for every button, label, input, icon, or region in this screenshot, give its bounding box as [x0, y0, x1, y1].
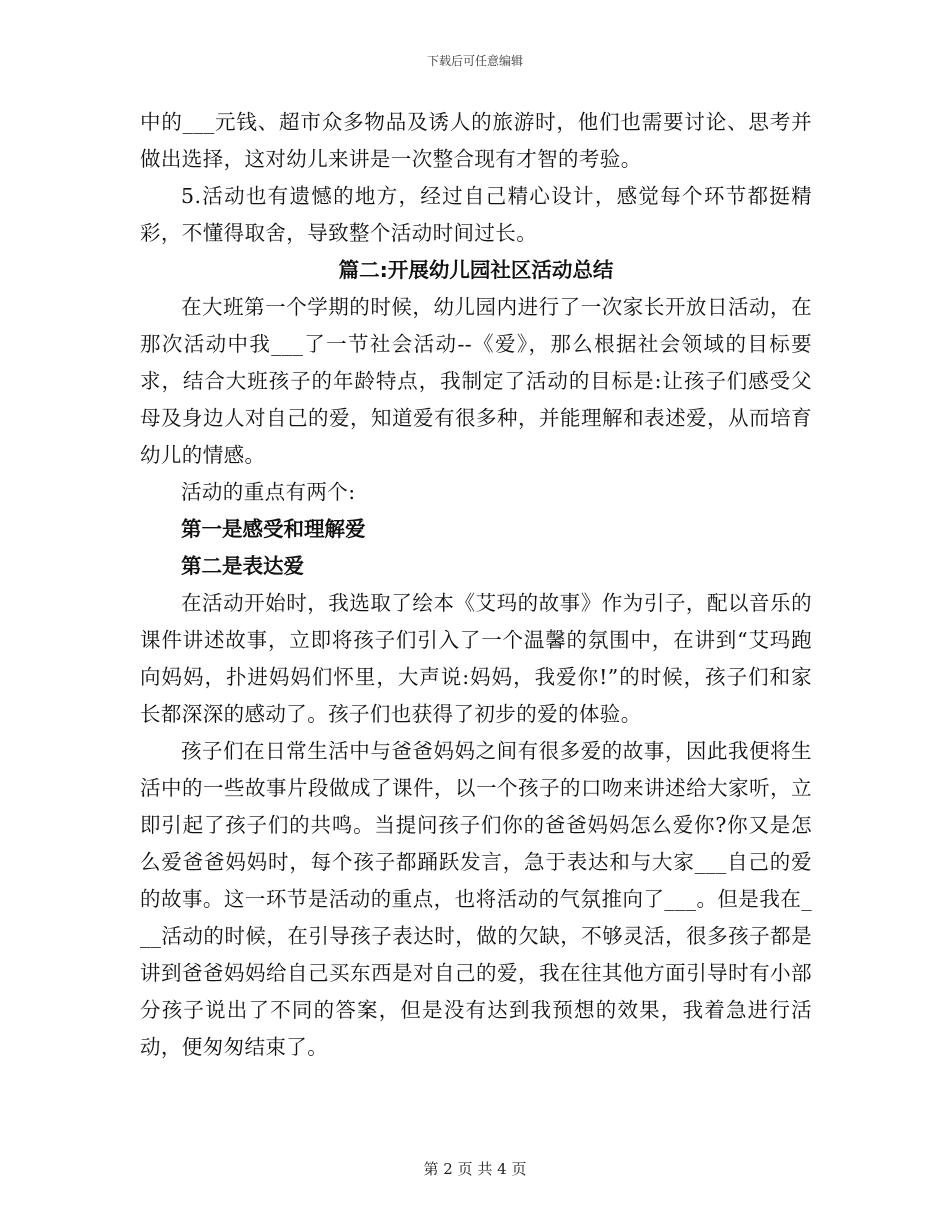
document-body: [140, 104, 812, 1066]
paragraph-4: 活动的重点有两个:: [181, 480, 356, 504]
paragraph-2: 5.活动也有遗憾的地方，经过自己精心设计，感觉每个环节都挺精彩，不懂得取舍，导致整个活动时间过长。: [140, 184, 812, 245]
bold-point-1: 第一是感受和理解爱: [181, 517, 366, 541]
paragraph-6: 孩子们在日常生活中与爸爸妈妈之间有很多爱的故事，因此我便将生活中的一些故事片段做成了课件，以一个孩子的口吻来讲述给大家听，立即引起了孩子们的共鸣。当提问孩子们你的爸爸妈妈怎么爱你?你又是怎么爱爸爸妈妈时，每个孩子都踊跃发言，急于表达和与大家___自己的爱的故事。这一环节是活动的重点，也将活动的气氛推向了___。但是我在___活动的时候，在引导孩子表达时，做的欠缺，不够灵活，很多孩子都是讲到爸爸妈妈给自己买东西是对自己的爱，我在往其他方面引导时有小部分孩子说出了不同的答案，但是没有达到我预想的效果，我着急进行活动，便匆匆结束了。: [140, 739, 812, 1059]
paragraph-1: 中的___元钱、超市众多物品及诱人的旅游时，他们也需要讨论、思考并做出选择，这对幼儿来讲是一次整合现有才智的考验。: [140, 110, 812, 171]
page-footer: 第 2 页 共 4 页: [423, 1160, 527, 1178]
paragraph-5: 在活动开始时，我选取了绘本《艾玛的故事》作为引子，配以音乐的课件讲述故事，立即将孩子们引入了一个温馨的氛围中，在讲到“艾玛跑向妈妈，扑进妈妈们怀里，大声说:妈妈，我爱你!”的时候，孩子们和家长都深深的感动了。孩子们也获得了初步的爱的体验。: [140, 591, 812, 726]
paragraph-3: 在大班第一个学期的时候，幼儿园内进行了一次家长开放日活动，在那次活动中我___了一节社会活动--《爱》，那么根据社会领域的目标要求，结合大班孩子的年龄特点，我制定了活动的目标是:让孩子们感受父母及身边人对自己的爱，知道爱有很多种，并能理解和表述爱，从而培育幼儿的情感。: [140, 295, 812, 467]
bold-point-2: 第二是表达爱: [181, 554, 304, 578]
section-title: 篇二:开展幼儿园社区活动总结: [338, 258, 614, 282]
page-header: 下载后可任意编辑: [426, 54, 523, 68]
